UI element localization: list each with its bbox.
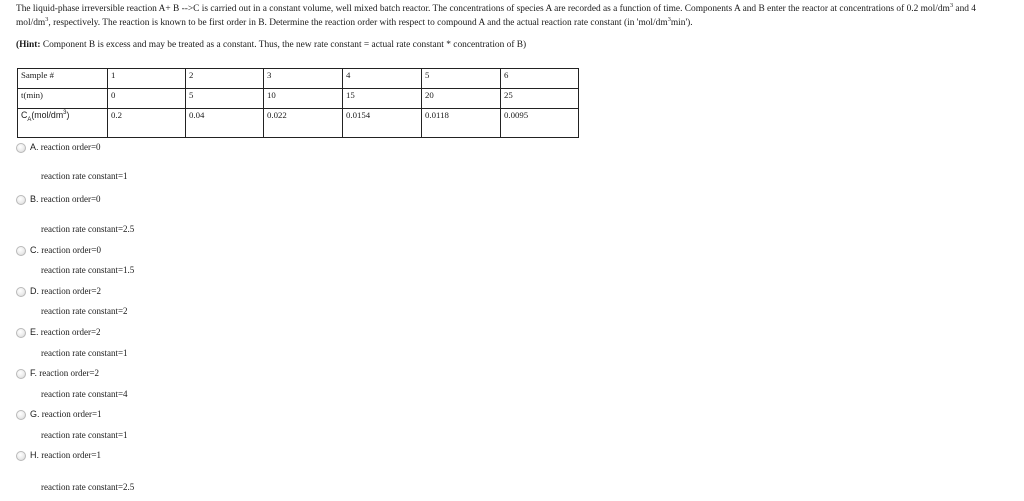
radio-button[interactable]	[16, 246, 26, 256]
data-table	[17, 68, 579, 138]
radio-button[interactable]	[16, 369, 26, 379]
ca-subscript: A	[27, 116, 32, 123]
table-row	[18, 69, 579, 89]
table-cell: 0.0118	[422, 109, 501, 138]
table-cell: 4	[343, 69, 422, 89]
table-cell: 0	[108, 89, 186, 109]
option-order	[30, 409, 102, 419]
ca-unit-close: )	[66, 110, 70, 120]
table-cell: 0.04	[186, 109, 264, 138]
option-letter: E.	[30, 327, 39, 337]
option-order-text: reaction order=2	[39, 368, 100, 378]
option-order-text: reaction order=0	[40, 142, 101, 152]
question-line-2	[16, 17, 693, 29]
superscript: 3	[949, 2, 954, 9]
table-cell: 10	[264, 89, 343, 109]
option-order	[30, 368, 99, 378]
option-rate: reaction rate constant=1	[41, 430, 128, 440]
option-order	[30, 245, 101, 255]
option-rate: reaction rate constant=2	[41, 306, 128, 316]
option-order-text: reaction order=2	[40, 327, 101, 337]
option-order	[30, 450, 101, 460]
table-cell: t(min)	[18, 89, 108, 109]
option-rate: reaction rate constant=4	[41, 389, 128, 399]
question-line-1	[16, 3, 976, 15]
radio-button[interactable]	[16, 328, 26, 338]
ca-symbol: C	[21, 110, 28, 120]
table-cell: 20	[422, 89, 501, 109]
ca-unit: (mol/dm	[31, 110, 64, 120]
question-line-2-start: mol/dm	[16, 18, 46, 28]
option-letter: H.	[30, 450, 39, 460]
hint-label: (Hint:	[16, 40, 41, 50]
hint-text	[16, 40, 526, 50]
table-cell: 25	[501, 89, 579, 109]
superscript: 3	[45, 16, 49, 23]
table-cell: 0.2	[108, 109, 186, 138]
hint-body: Component B is excess and may be treated as a constant. Thus, the new rate constant = actual rate constant * concentration of B)	[40, 40, 527, 50]
option-rate: reaction rate constant=2.5	[41, 482, 135, 492]
option-order	[30, 142, 101, 152]
option-order	[30, 286, 101, 296]
table-cell: Sample #	[18, 69, 108, 89]
option-rate: reaction rate constant=1	[41, 348, 128, 358]
question-line-1-end: and 4	[953, 4, 976, 14]
table-cell: 0.0095	[501, 109, 579, 138]
table-cell: 0.022	[264, 109, 343, 138]
option-order-text: reaction order=0	[41, 245, 102, 255]
option-order-text: reaction order=1	[41, 450, 102, 460]
option-order-text: reaction order=2	[41, 286, 102, 296]
table-cell: 0.0154	[343, 109, 422, 138]
table-cell-ca-label	[18, 109, 108, 138]
option-letter: D.	[30, 286, 39, 296]
option-rate: reaction rate constant=2.5	[41, 224, 135, 234]
table-cell: 5	[422, 69, 501, 89]
option-order-text: reaction order=1	[41, 409, 102, 419]
table-row	[18, 109, 579, 138]
option-letter: F.	[30, 368, 38, 378]
option-order	[30, 194, 101, 204]
table-cell: 3	[264, 69, 343, 89]
radio-button[interactable]	[16, 195, 26, 205]
option-letter: B.	[30, 194, 39, 204]
superscript: 3	[667, 16, 671, 23]
radio-button[interactable]	[16, 143, 26, 153]
option-rate: reaction rate constant=1.5	[41, 265, 135, 275]
ca-superscript: 3	[63, 110, 67, 117]
radio-button[interactable]	[16, 287, 26, 297]
table-cell: 6	[501, 69, 579, 89]
table-cell: 15	[343, 89, 422, 109]
radio-button[interactable]	[16, 410, 26, 420]
option-order	[30, 327, 101, 337]
option-order-text: reaction order=0	[40, 194, 101, 204]
question-line-1-text: The liquid-phase irreversible reaction A+ B -->C is carried out in a constant volume, well mixed batch reactor. The concentrations of species A are recorded as a function of time. Components A and B enter the reactor at concentrations of 0.2 mol/dm	[16, 4, 950, 14]
question-line-2-end: min').	[670, 18, 693, 28]
option-rate: reaction rate constant=1	[41, 171, 128, 181]
radio-button[interactable]	[16, 451, 26, 461]
table-cell: 1	[108, 69, 186, 89]
question-line-2-text: , respectively. The reaction is known to be first order in B. Determine the reaction order with respect to compound A and the actual reaction rate constant (in 'mol/dm	[48, 18, 668, 28]
table-cell: 5	[186, 89, 264, 109]
table-cell: 2	[186, 69, 264, 89]
table-row	[18, 89, 579, 109]
option-letter: C.	[30, 245, 39, 255]
option-letter: G.	[30, 409, 40, 419]
option-letter: A.	[30, 142, 39, 152]
ca-label	[21, 110, 70, 123]
